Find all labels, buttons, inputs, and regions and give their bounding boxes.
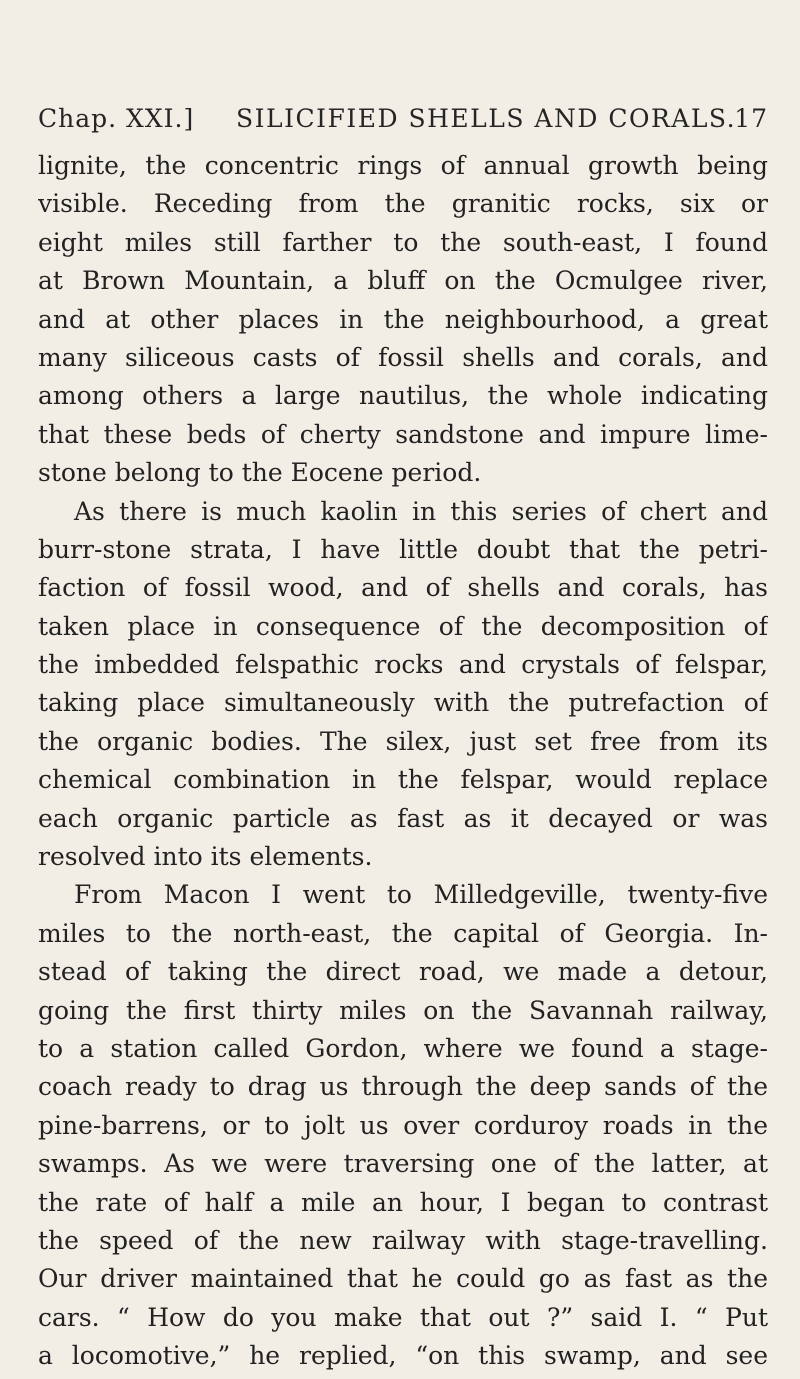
text-line: going the first thirty miles on the Savannah railway, xyxy=(38,995,768,1025)
text-line: at Brown Mountain, a bluff on the Ocmulgee river, xyxy=(38,266,768,296)
text-line: From Macon I went to Milledgeville, twenty-five xyxy=(74,880,768,910)
text-line: resolved into its elements. xyxy=(38,842,373,872)
text-line: eight miles still farther to the south-east, I found xyxy=(38,227,768,257)
running-title: SILICIFIED SHELLS AND CORALS. xyxy=(236,104,737,133)
chapter-label: Chap. XXI.] xyxy=(38,104,195,133)
text-line: Our driver maintained that he could go as fast as the xyxy=(38,1264,768,1294)
text-line: taken place in consequence of the decomposition of xyxy=(38,611,768,641)
page-number: 17 xyxy=(734,104,768,133)
text-line: taking place simultaneously with the putrefaction of xyxy=(38,688,768,718)
text-line: each organic particle as fast as it decayed or was xyxy=(38,803,768,833)
text-line: swamps. As we were traversing one of the latter, at xyxy=(38,1149,768,1179)
text-line: miles to the north-east, the capital of Georgia. In- xyxy=(38,918,768,948)
text-line: among others a large nautilus, the whole indicating xyxy=(38,381,768,411)
text-line: burr-stone strata, I have little doubt that the petri- xyxy=(38,534,768,564)
text-line: the speed of the new railway with stage-travelling. xyxy=(38,1225,768,1255)
body-text xyxy=(38,147,768,1376)
text-line: visible. Receding from the granitic rocks, six or xyxy=(38,189,768,219)
text-line: that these beds of cherty sandstone and impure lime- xyxy=(38,419,768,449)
running-header xyxy=(38,104,768,144)
text-line: cars. “ How do you make that out ?” said I. “ Put xyxy=(38,1302,768,1332)
text-line: faction of fossil wood, and of shells and corals, has xyxy=(38,573,768,603)
text-line: lignite, the concentric rings of annual growth being xyxy=(38,151,768,180)
text-line: many siliceous casts of fossil shells and corals, and xyxy=(38,342,768,372)
text-line: stead of taking the direct road, we made a detour, xyxy=(38,957,768,987)
text-line: the organic bodies. The silex, just set free from its xyxy=(38,726,768,756)
text-line: to a station called Gordon, where we found a stage- xyxy=(38,1033,768,1063)
text-line: stone belong to the Eocene period. xyxy=(38,458,482,488)
text-line: the imbedded felspathic rocks and crystals of felspar, xyxy=(38,650,768,680)
text-line: and at other places in the neighbourhood, a great xyxy=(38,304,768,334)
text-line: a locomotive,” he replied, “on this swamp, and see xyxy=(38,1341,768,1371)
text-line: chemical combination in the felspar, would replace xyxy=(38,765,768,795)
text-line: pine-barrens, or to jolt us over corduroy roads in the xyxy=(38,1110,768,1140)
text-line: As there is much kaolin in this series of chert and xyxy=(74,496,768,526)
text-line: the rate of half a mile an hour, I began to contrast xyxy=(38,1187,768,1217)
text-line: coach ready to drag us through the deep sands of the xyxy=(38,1072,768,1102)
